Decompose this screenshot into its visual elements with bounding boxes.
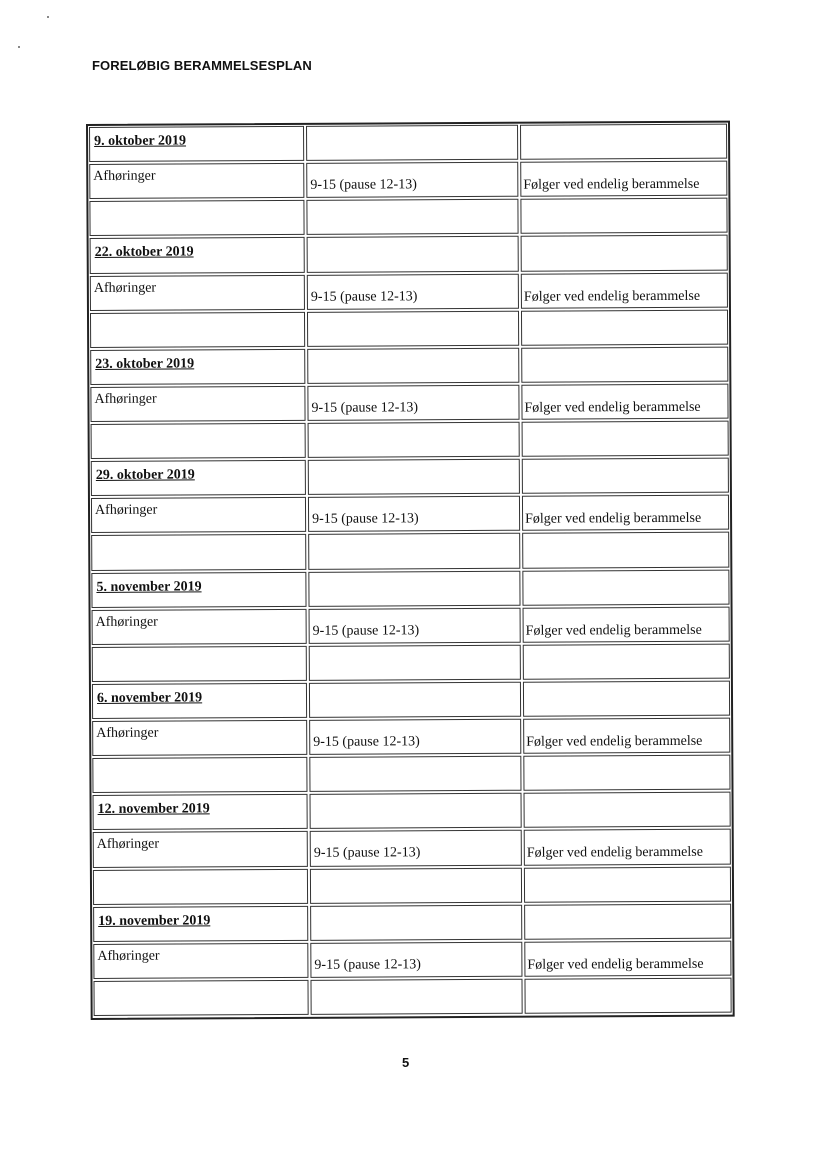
date-label: 29. oktober 2019 [95, 467, 195, 484]
empty-cell [310, 867, 522, 903]
empty-cell [92, 646, 307, 682]
empty-cell [91, 534, 306, 570]
empty-cell [524, 792, 731, 828]
note-cell [522, 495, 729, 531]
date-row [92, 902, 732, 942]
empty-cell [308, 422, 520, 458]
note-label: Følger ved endelig berammelse [526, 733, 703, 750]
time-cell [306, 162, 518, 198]
time-label: 9-15 (pause 12-13) [310, 288, 418, 305]
empty-cell [520, 124, 727, 160]
activity-label: Afhøringer [95, 614, 158, 630]
empty-cell [310, 979, 522, 1015]
empty-cell [521, 346, 728, 382]
date-label: 22. oktober 2019 [94, 244, 194, 261]
page-number: 5 [402, 1055, 410, 1070]
activity-label: Afhøringer [96, 837, 160, 853]
time-label: 9-15 (pause 12-13) [310, 177, 417, 193]
note-label: Følger ved endelig berammelse [525, 511, 702, 527]
date-row [89, 345, 729, 385]
session-row [91, 605, 731, 645]
session-row [92, 939, 732, 979]
time-cell [307, 385, 519, 421]
activity-label: Afhøringer [94, 502, 158, 519]
time-label: 9-15 (pause 12-13) [312, 511, 419, 528]
spacer-row [91, 754, 731, 794]
session-row [88, 160, 728, 200]
document-heading: FORELØBIG BERAMMELSESPLAN [92, 58, 312, 73]
date-row [92, 791, 732, 831]
note-label: Følger ved endelig berammelse [524, 399, 701, 416]
empty-cell [522, 458, 729, 494]
activity-cell [90, 274, 305, 310]
time-label: 9-15 (pause 12-13) [313, 845, 421, 862]
date-cell [93, 905, 308, 941]
scan-speck [47, 16, 49, 18]
empty-cell [90, 311, 305, 347]
note-cell [521, 384, 728, 420]
spacer-row [92, 977, 732, 1017]
date-cell [91, 460, 306, 496]
activity-cell [90, 386, 305, 422]
note-label: Følger ved endelig berammelse [527, 956, 704, 973]
empty-cell [523, 681, 730, 717]
empty-cell [521, 235, 728, 271]
date-row [90, 457, 730, 497]
date-row [90, 568, 730, 608]
activity-label: Afhøringer [94, 391, 157, 407]
empty-cell [308, 533, 520, 569]
empty-cell [307, 347, 519, 383]
activity-label: Afhøringer [97, 948, 160, 964]
spacer-row [90, 531, 730, 571]
spacer-row [92, 865, 732, 905]
session-row [90, 494, 730, 534]
activity-label: Afhøringer [93, 280, 157, 296]
note-cell [523, 718, 730, 754]
time-label: 9-15 (pause 12-13) [311, 400, 419, 416]
date-cell [91, 571, 306, 607]
date-label: 6. november 2019 [96, 690, 203, 706]
activity-cell [89, 163, 304, 199]
spacer-row [88, 197, 728, 237]
date-row [91, 680, 731, 720]
activity-cell [93, 943, 308, 979]
date-label: 19. november 2019 [98, 912, 211, 929]
empty-cell [308, 459, 520, 495]
empty-cell [308, 570, 520, 606]
spacer-row [89, 308, 729, 348]
date-row [89, 234, 729, 274]
empty-cell [89, 200, 304, 236]
scan-speck [18, 46, 20, 48]
date-label: 9. oktober 2019 [94, 133, 187, 149]
session-row [91, 717, 731, 757]
activity-cell [91, 497, 306, 533]
empty-cell [92, 757, 307, 793]
time-cell [310, 830, 522, 866]
activity-label: Afhøringer [93, 168, 156, 185]
empty-cell [522, 532, 729, 568]
empty-cell [307, 236, 519, 272]
note-label: Følger ved endelig berammelse [523, 288, 701, 305]
empty-cell [522, 421, 729, 457]
session-row [89, 271, 729, 311]
note-cell [524, 940, 731, 976]
empty-cell [520, 198, 727, 234]
spacer-row [90, 420, 730, 460]
time-cell [308, 496, 520, 532]
empty-cell [306, 199, 518, 235]
note-cell [521, 272, 728, 308]
activity-label: Afhøringer [96, 725, 159, 741]
empty-cell [309, 682, 521, 718]
date-cell [93, 794, 308, 830]
empty-cell [522, 569, 729, 605]
date-label: 5. november 2019 [96, 578, 202, 595]
date-cell [90, 237, 305, 273]
date-row [88, 123, 728, 163]
note-label: Følger ved endelig berammelse [525, 622, 702, 639]
note-cell [520, 161, 727, 197]
time-label: 9-15 (pause 12-13) [312, 622, 420, 639]
empty-cell [91, 423, 306, 459]
time-cell [310, 941, 522, 977]
time-label: 9-15 (pause 12-13) [313, 734, 420, 750]
activity-cell [92, 720, 307, 756]
note-label: Følger ved endelig berammelse [526, 845, 703, 862]
empty-cell [523, 643, 730, 679]
note-label: Følger ved endelig berammelse [523, 176, 700, 193]
time-cell [309, 607, 521, 643]
empty-cell [93, 868, 308, 904]
empty-cell [523, 755, 730, 791]
empty-cell [310, 793, 522, 829]
date-label: 23. oktober 2019 [95, 356, 195, 372]
empty-cell [524, 866, 731, 902]
empty-cell [306, 125, 518, 161]
date-cell [92, 683, 307, 719]
schedule-table [86, 121, 735, 1020]
date-cell [89, 126, 304, 162]
empty-cell [524, 903, 731, 939]
note-cell [523, 606, 730, 642]
time-cell [309, 719, 521, 755]
activity-cell [93, 831, 308, 867]
empty-cell [310, 904, 522, 940]
activity-cell [92, 608, 307, 644]
session-row [89, 383, 729, 423]
time-label: 9-15 (pause 12-13) [314, 957, 421, 973]
note-cell [524, 829, 731, 865]
session-row [92, 828, 732, 868]
spacer-row [91, 642, 731, 682]
empty-cell [307, 310, 519, 346]
empty-cell [309, 756, 521, 792]
time-cell [307, 273, 519, 309]
empty-cell [524, 978, 731, 1014]
empty-cell [93, 980, 308, 1016]
date-cell [90, 349, 305, 385]
empty-cell [309, 644, 521, 680]
empty-cell [521, 309, 728, 345]
date-label: 12. november 2019 [97, 801, 210, 818]
